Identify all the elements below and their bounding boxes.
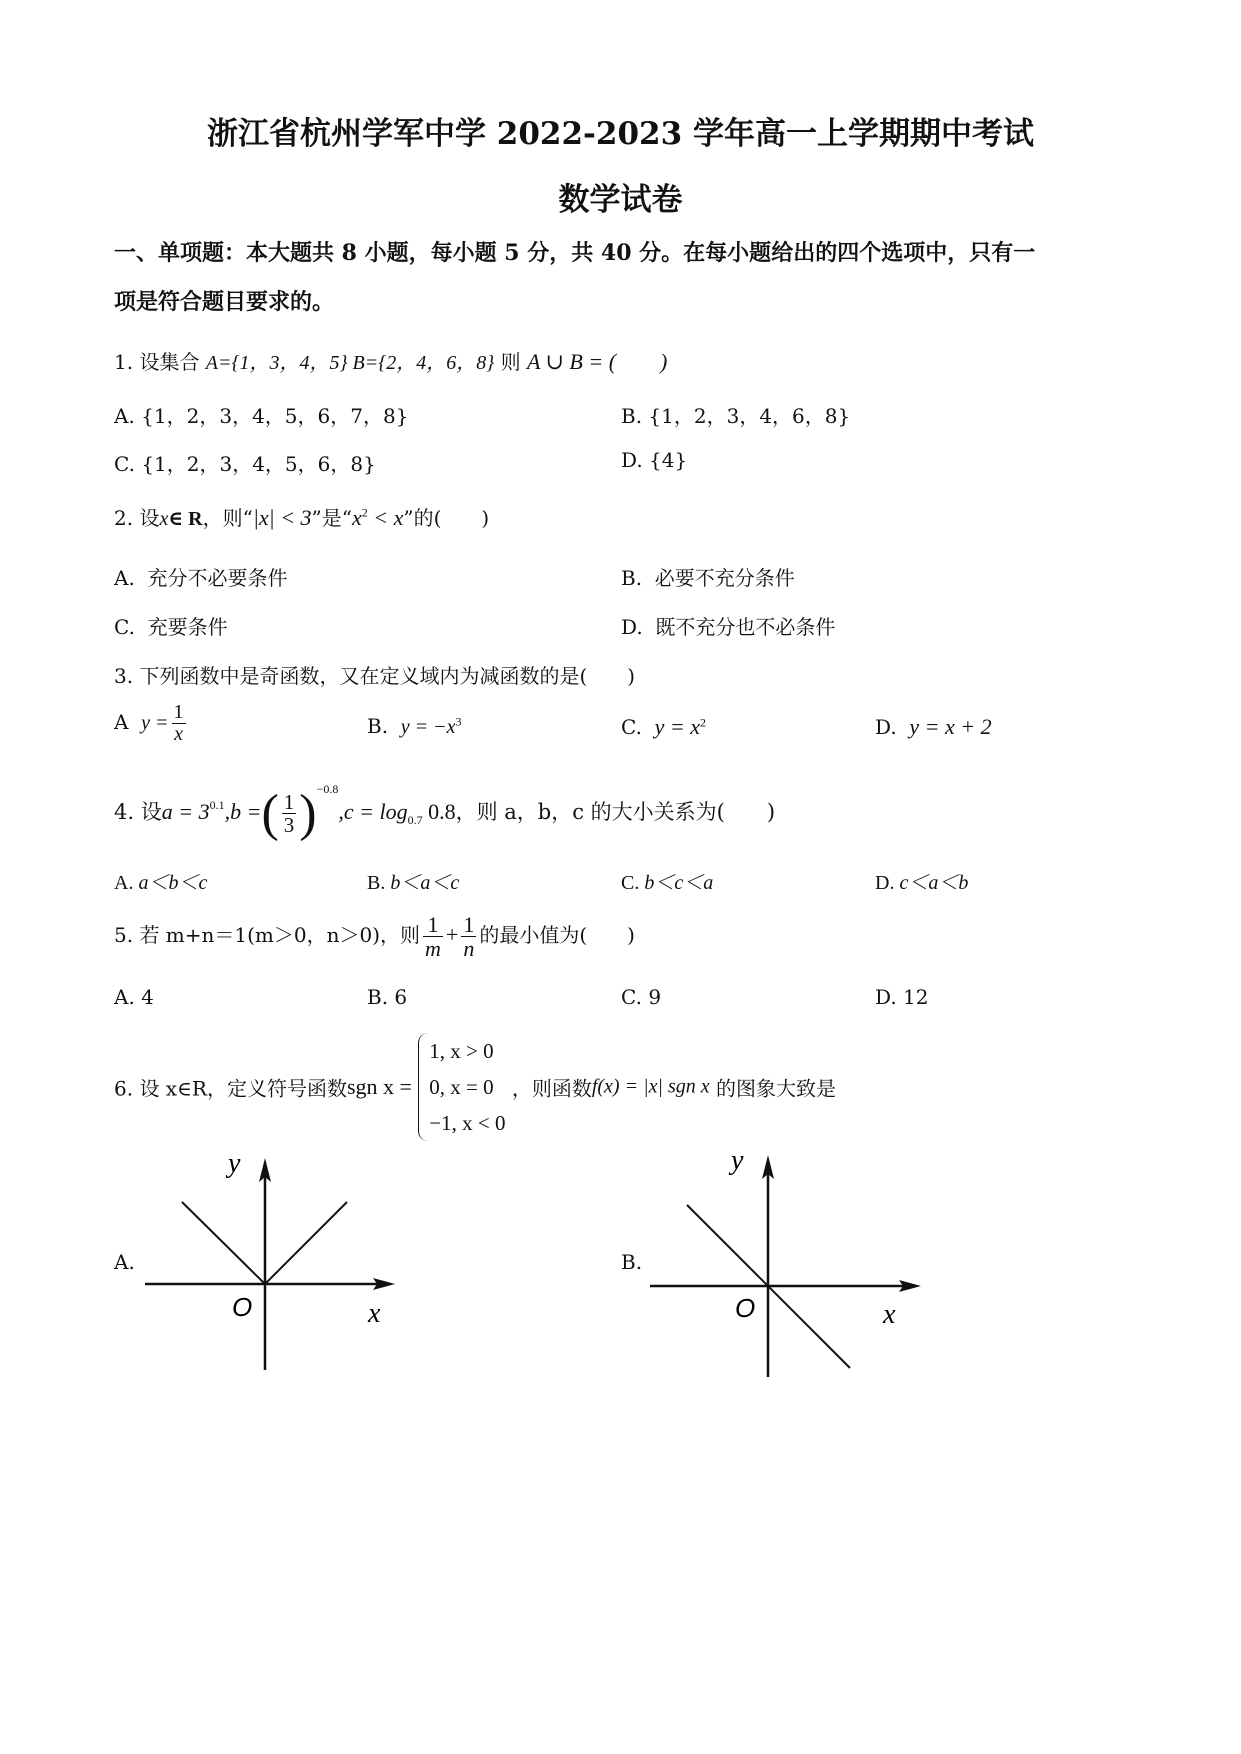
q1-option-c[interactable]	[114, 448, 376, 477]
q2-option-d[interactable]	[621, 611, 835, 640]
option-text: a＜b＜c	[138, 872, 208, 894]
q1-expr: A ∪ B = ( )	[526, 349, 668, 374]
section-heading-line2: 项是符合题目要求的。	[114, 289, 335, 315]
option-text: {1，2，3，4，5，6，8}	[141, 452, 376, 476]
q2-stem-d: ”的( )	[403, 506, 490, 530]
question-1-stem	[114, 345, 667, 376]
q1-stem-a: 1. 设集合	[114, 350, 206, 374]
graph-line-right	[265, 1202, 347, 1284]
option-text: 6	[394, 985, 408, 1009]
option-label: D.	[875, 715, 897, 739]
q6-f-expr: f(x) = |x| sgn x	[591, 1075, 710, 1098]
q6-stem-a: 6. 设 x∈R，定义符号函数	[114, 1076, 347, 1101]
q6-stem-c: 的图象大致是	[709, 1076, 836, 1101]
q3-option-c[interactable]	[621, 714, 706, 740]
q4-option-d[interactable]	[875, 866, 968, 895]
q1-sets: A={1，3，4，5} B={2，4，6，8}	[205, 352, 495, 374]
exam-title: 浙江省杭州学军中学 2022-2023 学年高一上学期期中考试	[206, 116, 1034, 152]
q5-option-b[interactable]	[367, 985, 407, 1009]
q2-cond2-rest: < x	[367, 505, 404, 530]
option-label: C.	[621, 872, 640, 894]
section-heading-line1: 一、单项题：本大题共 8 小题，每小题 5 分，共 40 分。在每小题给出的四个选项中，只有一	[114, 240, 1036, 266]
option-text: {1，2，3，4，6，8}	[648, 404, 851, 428]
y-axis-label: y	[228, 1148, 241, 1179]
q5-f2-den: n	[463, 936, 475, 962]
q5-fraction-1	[423, 913, 443, 960]
origin-label: O	[735, 1293, 756, 1323]
q4-b-exp: −0.8	[316, 782, 339, 796]
q2-cond1: |x| < 3	[252, 505, 312, 530]
y-axis-label: y	[731, 1145, 744, 1176]
q3-d-expr: y = x + 2	[909, 714, 992, 739]
q2-in-r: ∈ R	[168, 508, 203, 530]
option-label: B.	[367, 872, 386, 894]
option-text: 充要条件	[147, 615, 228, 639]
q4-a-expr: a = 3	[161, 799, 210, 824]
option-label: C.	[621, 985, 642, 1009]
q3-a-lhs: y =	[141, 712, 169, 734]
q3-c-exp: 2	[700, 715, 707, 730]
q1-option-b[interactable]	[621, 400, 850, 429]
option-text: 必要不充分条件	[654, 566, 795, 590]
option-label: B.	[621, 566, 643, 590]
q6-graph-a[interactable]	[140, 1150, 400, 1370]
q6-case-3: −1, x < 0	[429, 1111, 506, 1135]
option-label: D.	[875, 985, 897, 1009]
q5-f1-num: 1	[423, 913, 443, 937]
question-5-stem	[114, 913, 635, 960]
option-label: A.	[114, 404, 135, 428]
q4-a-exp: 0.1	[209, 798, 225, 812]
q6-sgn-lhs: sgn x =	[346, 1074, 412, 1099]
q1-stem-b: 则	[494, 350, 527, 374]
q5-stem-a: 5. 若 m+n＝1(m＞0，n＞0)，则	[114, 923, 421, 948]
q3-c-expr: y = x	[654, 714, 701, 739]
x-axis-label: x	[883, 1299, 896, 1330]
q5-stem-b: 的最小值为( )	[479, 923, 635, 948]
option-label: A.	[114, 985, 135, 1009]
q2-option-b[interactable]	[621, 562, 795, 591]
option-label: A.	[114, 566, 135, 590]
q3-a-den: x	[174, 723, 183, 745]
q4-stem-b: ，则 a，b，c 的大小关系为( )	[455, 800, 776, 824]
option-text: 4	[141, 985, 154, 1009]
q1-option-d[interactable]	[621, 448, 687, 472]
q6-graph-b[interactable]	[645, 1145, 930, 1380]
option-text: b＜c＜a	[644, 872, 714, 894]
x-axis-label: x	[368, 1298, 381, 1329]
q6-piecewise	[418, 1033, 505, 1141]
q6-stem-b: ，则函数	[511, 1076, 592, 1101]
option-label: D.	[875, 872, 895, 894]
q1-option-a[interactable]	[114, 400, 408, 429]
option-text: 12	[903, 985, 929, 1009]
question-6-stem	[114, 1033, 836, 1141]
q4-b-lhs: ,b =	[224, 799, 262, 824]
q2-var: x	[159, 508, 169, 530]
q2-stem-a: 2. 设	[114, 506, 160, 530]
option-text: 9	[648, 985, 662, 1009]
option-label: A.	[114, 872, 134, 894]
option-label: C.	[114, 615, 135, 639]
option-text: {4}	[649, 448, 688, 472]
q4-c-tail: 0.8	[422, 799, 456, 824]
q4-stem-a: 4. 设	[114, 800, 162, 824]
option-label: D.	[621, 448, 643, 472]
q3-option-d[interactable]	[875, 714, 992, 740]
graph-line-left	[182, 1202, 265, 1284]
option-text: {1，2，3，4，5，6，7，8}	[141, 404, 409, 428]
q3-b-expr: y = −x	[400, 716, 456, 738]
q4-c-sub: 0.7	[407, 813, 423, 828]
q5-f1-den: m	[425, 936, 441, 962]
option-label: D.	[621, 615, 643, 639]
q5-option-d[interactable]	[875, 985, 929, 1009]
q5-f2-num: 1	[463, 912, 475, 937]
q4-b-num: 1	[283, 789, 295, 814]
q6-graph-b-label[interactable]: B.	[621, 1250, 643, 1274]
q3-b-exp: 3	[455, 714, 462, 729]
option-label: B.	[367, 985, 389, 1009]
q4-option-c[interactable]	[621, 866, 713, 895]
option-text: 既不充分也不必条件	[655, 615, 836, 639]
q2-stem-c: ”是“	[311, 506, 352, 530]
question-3-stem: 3. 下列函数中是奇函数，又在定义域内为减函数的是( )	[114, 664, 636, 688]
paren-close: )	[299, 785, 317, 842]
q2-option-a[interactable]	[114, 562, 288, 591]
q3-a-fraction	[172, 702, 186, 745]
q5-option-a[interactable]	[114, 985, 154, 1009]
q2-cond2-exp: 2	[361, 505, 368, 520]
question-4-stem	[114, 782, 775, 843]
q4-option-a[interactable]	[114, 866, 207, 895]
q3-option-b[interactable]	[367, 714, 462, 739]
option-label: A	[114, 710, 129, 734]
origin-label: O	[232, 1292, 253, 1322]
option-text: c＜a＜b	[899, 872, 969, 894]
option-text: 充分不必要条件	[147, 566, 288, 590]
q2-cond2-base: x	[352, 505, 362, 530]
q6-graph-a-label[interactable]: A.	[114, 1250, 135, 1274]
q5-plus: +	[445, 922, 459, 948]
option-label: B.	[621, 404, 643, 428]
exam-subtitle: 数学试卷	[558, 182, 683, 218]
q4-b-den: 3	[283, 813, 295, 837]
q4-option-b[interactable]	[367, 866, 459, 895]
option-label: C.	[621, 715, 642, 739]
q6-case-1: 1, x > 0	[429, 1039, 494, 1063]
q3-option-a[interactable]	[114, 702, 189, 745]
q5-fraction-2	[461, 913, 476, 960]
q3-a-num: 1	[173, 701, 184, 723]
q2-option-c[interactable]	[114, 611, 228, 640]
q4-c-expr: ,c = log	[338, 799, 408, 824]
question-2-stem	[114, 502, 489, 531]
q4-b-fraction	[282, 791, 297, 836]
q5-option-c[interactable]	[621, 985, 661, 1009]
q6-case-2: 0, x = 0	[429, 1075, 494, 1099]
option-label: B.	[367, 714, 389, 738]
option-text: b＜a＜c	[390, 872, 460, 894]
paren-open: (	[261, 785, 279, 842]
q2-stem-b: ，则“	[202, 506, 253, 530]
option-label: C.	[114, 452, 135, 476]
